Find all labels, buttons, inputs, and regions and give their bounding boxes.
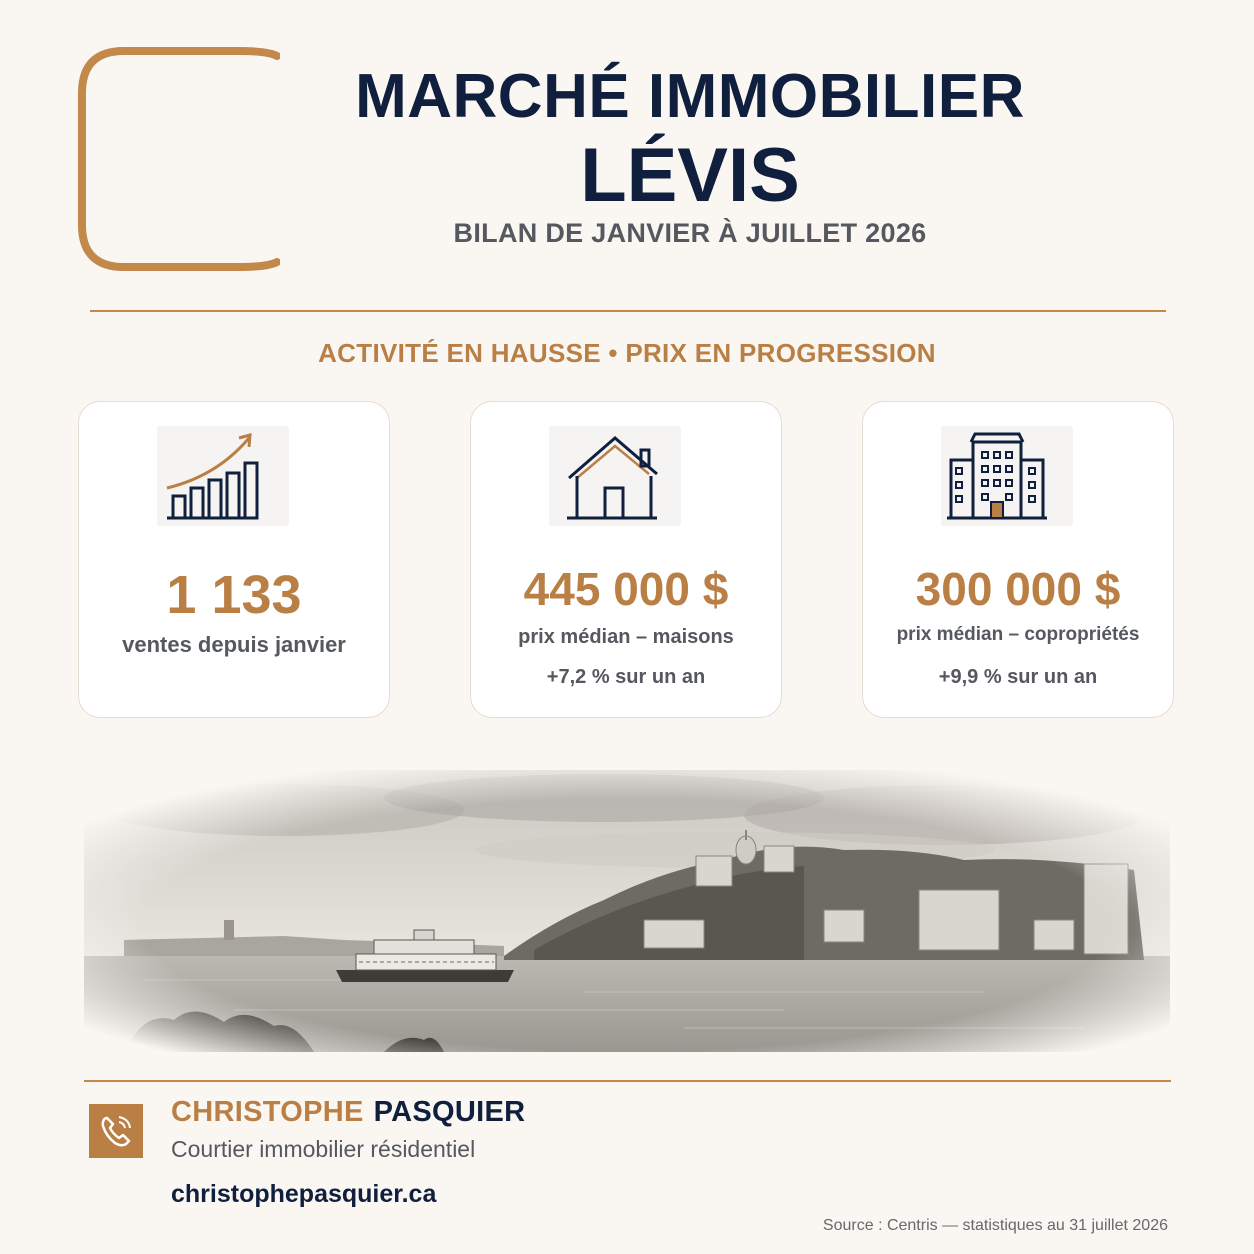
agent-website-link[interactable]: christophepasquier.ca bbox=[171, 1180, 437, 1208]
agent-role: Courtier immobilier résidentiel bbox=[171, 1136, 476, 1162]
growth-chart-icon bbox=[157, 426, 289, 526]
sales-count: 1 133 bbox=[166, 565, 302, 625]
period-subtitle: BILAN DE JANVIER À JUILLET 2026 bbox=[453, 218, 927, 248]
river-ferry-cityscape-photo bbox=[84, 770, 1170, 1052]
page-title: MARCHÉ IMMOBILIER bbox=[355, 62, 1025, 131]
stat-card-houses bbox=[470, 401, 782, 718]
divider bbox=[84, 1080, 1171, 1082]
phone-icon[interactable] bbox=[89, 1104, 143, 1158]
divider bbox=[90, 310, 1166, 312]
city-title: LÉVIS bbox=[580, 133, 800, 218]
house-price-label: prix médian – maisons bbox=[518, 626, 734, 648]
source-note: Source : Centris — statistiques au 31 juillet 2026 bbox=[822, 1217, 1168, 1234]
house-median-price: 445 000 $ bbox=[523, 563, 729, 615]
stat-card-sales bbox=[78, 401, 390, 718]
agent-last-name: PASQUIER bbox=[373, 1096, 526, 1128]
agent-name bbox=[171, 1096, 525, 1129]
condo-median-price: 300 000 $ bbox=[915, 563, 1121, 615]
stat-card-condos bbox=[862, 401, 1174, 718]
house-yearly-change: +7,2 % sur un an bbox=[546, 666, 706, 688]
condo-building-icon bbox=[941, 426, 1073, 526]
condo-price-label: prix médian – copropriétés bbox=[896, 624, 1140, 645]
house-icon bbox=[549, 426, 681, 526]
condo-yearly-change: +9,9 % sur un an bbox=[938, 666, 1098, 688]
agent-first-name: CHRISTOPHE bbox=[171, 1096, 364, 1128]
tagline: ACTIVITÉ EN HAUSSE • PRIX EN PROGRESSION bbox=[318, 338, 936, 368]
decorative-frame bbox=[78, 47, 280, 271]
sales-label: ventes depuis janvier bbox=[122, 632, 346, 657]
